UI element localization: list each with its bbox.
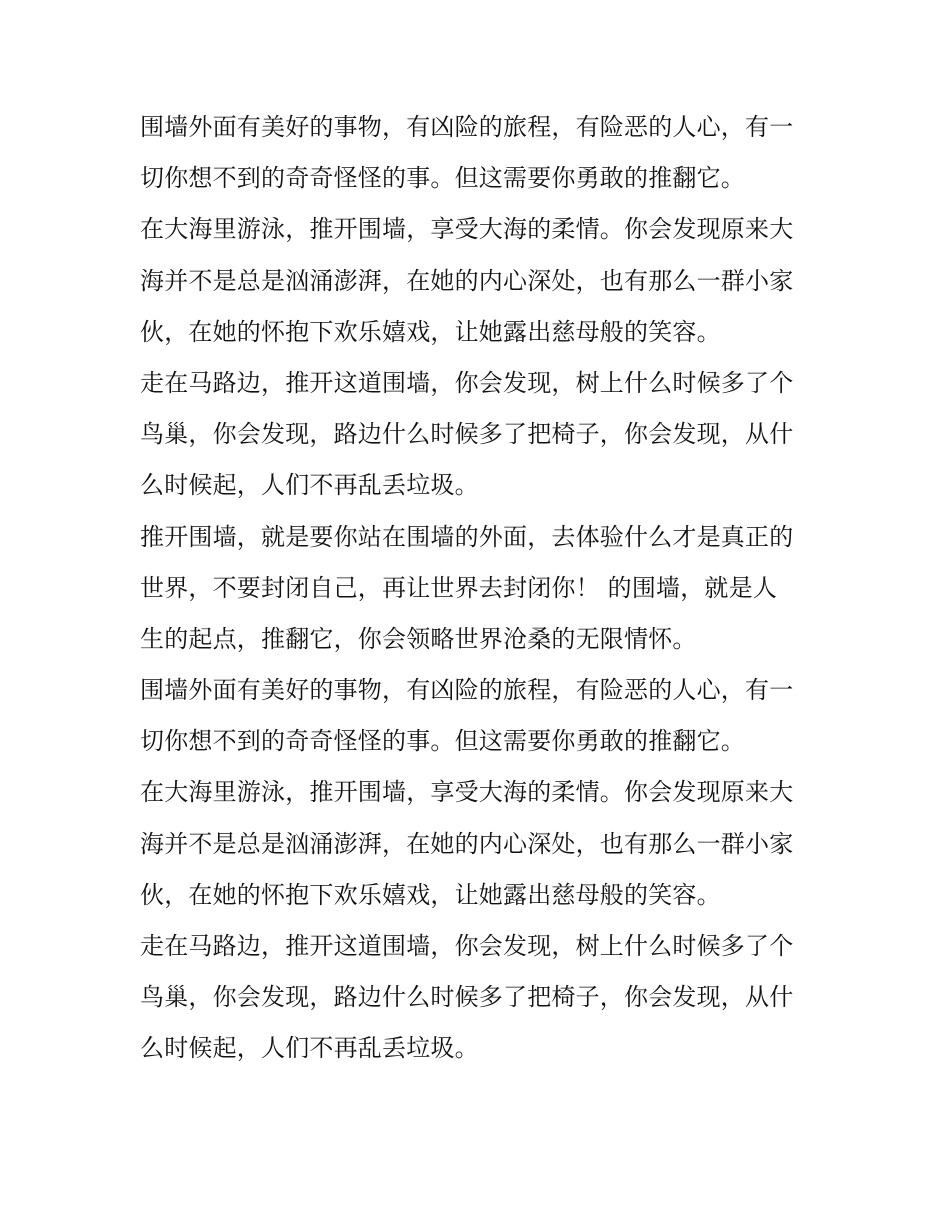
text-line: 生的起点，推翻它，你会领略世界沧桑的无限情怀。: [140, 624, 697, 653]
text-line: 在大海里游泳，推开围墙，享受大海的柔情。你会发现原来大: [140, 778, 794, 807]
text-line: 走在马路边，推开这道围墙，你会发现，树上什么时候多了个: [140, 368, 794, 397]
text-line: 么时候起，人们不再乱丢垃圾。: [140, 471, 479, 500]
text-line: 在大海里游泳，推开围墙，享受大海的柔情。你会发现原来大: [140, 215, 794, 244]
text-line: 么时候起，人们不再乱丢垃圾。: [140, 1034, 479, 1063]
paragraph-1: [140, 102, 820, 204]
document-body: [140, 102, 820, 1075]
text-line: 围墙外面有美好的事物，有凶险的旅程，有险恶的人心，有一: [140, 676, 794, 705]
text-line: 切你想不到的奇奇怪怪的事。但这需要你勇敢的推翻它。: [140, 164, 745, 193]
text-line: 鸟巢，你会发现，路边什么时候多了把椅子，你会发现，从什: [140, 983, 794, 1012]
text-line: 世界，不要封闭自己，再让世界去封闭你！ 的围墙，就是人: [140, 573, 778, 602]
text-line: 走在马路边，推开这道围墙，你会发现，树上什么时候多了个: [140, 932, 794, 960]
text-line: 切你想不到的奇奇怪怪的事。但这需要你勇敢的推翻它。: [140, 727, 745, 756]
paragraph-7: [140, 921, 820, 1075]
text-line: 伙，在她的怀抱下欢乐嬉戏，让她露出慈母般的笑容。: [140, 880, 721, 909]
text-line: 海并不是总是汹涌澎湃，在她的内心深处，也有那么一群小家: [140, 266, 794, 295]
paragraph-3: [140, 358, 820, 512]
text-line: 鸟巢，你会发现，路边什么时候多了把椅子，你会发现，从什: [140, 420, 794, 449]
text-line: 推开围墙，就是要你站在围墙的外面，去体验什么才是真正的: [140, 522, 794, 551]
paragraph-4: [140, 512, 820, 666]
text-line: 海并不是总是汹涌澎湃，在她的内心深处，也有那么一群小家: [140, 829, 794, 858]
paragraph-2: [140, 204, 820, 358]
text-line: 围墙外面有美好的事物，有凶险的旅程，有险恶的人心，有一: [140, 113, 794, 141]
text-line: 伙，在她的怀抱下欢乐嬉戏，让她露出慈母般的笑容。: [140, 317, 721, 346]
paragraph-6: [140, 767, 820, 921]
paragraph-5: [140, 665, 820, 767]
